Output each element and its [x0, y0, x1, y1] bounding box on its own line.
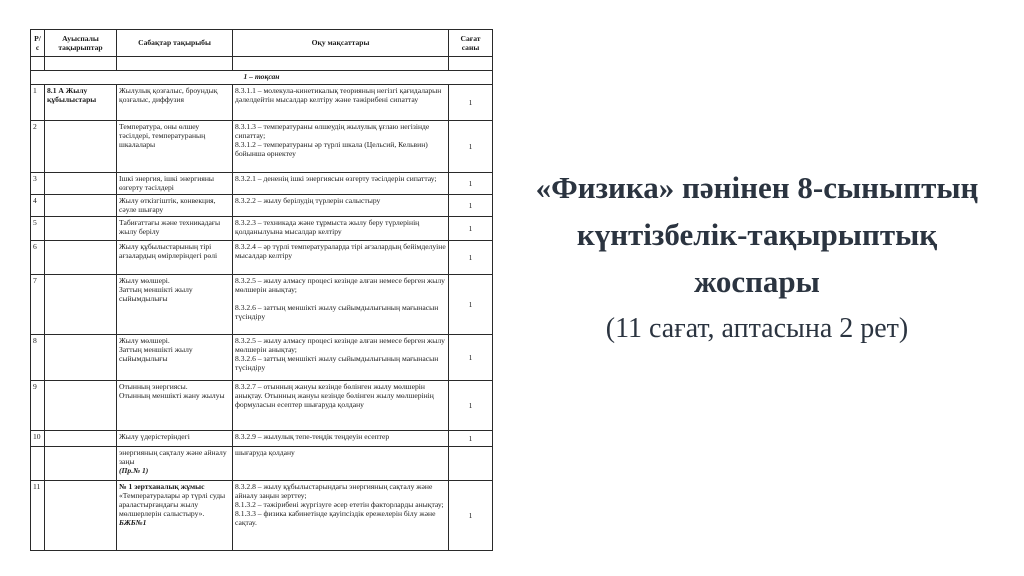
- topic-text: Жылу мөлшері. Заттың меншікті жылу сыйымдылығы: [119, 276, 193, 304]
- topic-text: Отынның энергиясы. Отынның меншікті жану жылуы: [119, 382, 225, 401]
- topic-text: Жылу мөлшері. Заттың меншікті жылу сыйымдылығы: [119, 336, 193, 364]
- learning-goals-cell: 8.3.2.5 – жылу алмасу процесі кезінде алған немесе берген жылу мөлшерін анықтау; 8.3.2.6 – заттың меншікті жылу сыйымдылығының мағынасын түсіндіру: [233, 275, 449, 335]
- topic-cell: [117, 335, 233, 381]
- section-cell: [45, 195, 117, 217]
- topic-cell: [117, 121, 233, 173]
- section-cell: [45, 173, 117, 195]
- learning-goals-cell: 8.3.2.7 – отынның жануы кезінде бөлінген жылу мөлшерін анықтау. Отынның жануы кезінде бөлінген жылу мөлшерінің формуласын есептер шығаруда қолдану: [233, 381, 449, 431]
- table-row: [31, 431, 493, 447]
- section-cell: 8.1 А Жылу құбылыстары: [45, 85, 117, 121]
- row-number-cell: 9: [31, 381, 45, 431]
- hours-cell: 1: [449, 241, 493, 275]
- learning-goals-cell: 8.3.2.8 – жылу құбылыстарындағы энергияның сақталу және айналу заңын зерттеу; 8.1.3.2 – тәжірибені жүргізуге әсер ететін факторларды анықтау; 8.1.3.3 – физика кабинетінде қауіпсіздік ережелерін білу және сақтау.: [233, 481, 449, 551]
- table-row: [31, 335, 493, 381]
- section-cell: [45, 217, 117, 241]
- table-row: [31, 381, 493, 431]
- header-cell: Р/с: [31, 30, 45, 57]
- table-row: [31, 173, 493, 195]
- row-number-cell: 4: [31, 195, 45, 217]
- table-row: [31, 195, 493, 217]
- table-row: [31, 85, 493, 121]
- hours-cell: 1: [449, 217, 493, 241]
- lesson-plan-table: [30, 29, 493, 551]
- hours-cell: 1: [449, 431, 493, 447]
- header-cell: Оқу мақсаттары: [233, 30, 449, 57]
- learning-goals-cell: 8.3.1.1 – молекула-кинетикалық теорияның негізгі қағидаларын дәлелдейтін мысалдар келтіру және тәжірибені сипаттау: [233, 85, 449, 121]
- topic-cell: [117, 217, 233, 241]
- quarter-label: 1 – тоқсан: [31, 71, 493, 85]
- topic-cell: [117, 195, 233, 217]
- topic-cell: [117, 481, 233, 551]
- slide-subtitle: (11 сағат, аптасына 2 рет): [605, 313, 909, 344]
- topic-extra-text: БЖБ№1: [119, 518, 147, 528]
- learning-goals-cell: шығаруда қолдану: [233, 447, 449, 481]
- section-cell: [45, 335, 117, 381]
- hours-cell: 1: [449, 381, 493, 431]
- section-cell: [45, 481, 117, 551]
- learning-goals-cell: 8.3.2.9 – жылулық тепе-теңдік теңдеуін есептер: [233, 431, 449, 447]
- table-row: [31, 275, 493, 335]
- section-cell: [45, 381, 117, 431]
- topic-cell: [117, 275, 233, 335]
- hours-cell: 1: [449, 195, 493, 217]
- table-row: [31, 447, 493, 481]
- topic-text: энергияның сақталу және айналу заңы: [119, 448, 227, 467]
- section-cell: [45, 121, 117, 173]
- topic-text: «Температуралары әр түрлі суды араластырғандағы жылу мөлшерлерін салыстыру».: [119, 491, 226, 519]
- row-number-cell: 5: [31, 217, 45, 241]
- table-row: [31, 121, 493, 173]
- topic-extra-text: (Пр.№ 1): [119, 466, 149, 476]
- slide-title: «Физика» пәнінен 8-сыныптың күнтізбелік-тақырыптық жоспары: [535, 170, 979, 299]
- learning-goals-cell: 8.3.1.3 – температураны өлшеудің жылулық ұғлаю негізінде сипаттау; 8.3.1.2 – температураны әр түрлі шкала (Цельсий, Кельвин) бойынша өрнектеу: [233, 121, 449, 173]
- topic-text: Ішкі энергия, ішкі энергияны өзгерту тәсілдері: [119, 174, 215, 193]
- row-number-cell: 11: [31, 481, 45, 551]
- section-cell: [45, 431, 117, 447]
- header-cell: Сабақтар тақырыбы: [117, 30, 233, 57]
- topic-cell: [117, 431, 233, 447]
- row-number-cell: 6: [31, 241, 45, 275]
- topic-cell: [117, 241, 233, 275]
- table-body: [31, 85, 493, 551]
- topic-cell: [117, 447, 233, 481]
- topic-cell: [117, 85, 233, 121]
- quarter-row: [31, 71, 493, 85]
- hours-cell: 1: [449, 121, 493, 173]
- header-cell: Ауыспалы тақырыптар: [45, 30, 117, 57]
- topic-text: Температура, оны өлшеу тәсілдері, температураның шкалалары: [119, 122, 206, 150]
- header-cell: Сағат саны: [449, 30, 493, 57]
- topic-text: Жылу құбылыстарының тірі ағзалардың өмірлеріндегі рөлі: [119, 242, 218, 261]
- learning-goals-cell: 8.3.2.1 – дененің ішкі энергиясын өзгерту тәсілдерін сипаттау;: [233, 173, 449, 195]
- hours-cell: 1: [449, 335, 493, 381]
- topic-bold-text: № 1 зертханалық жұмыс: [119, 482, 205, 491]
- topic-cell: [117, 381, 233, 431]
- topic-text: Табиғаттағы және техникадағы жылу берілу: [119, 218, 221, 237]
- learning-goals-cell: 8.3.2.3 – техникада және тұрмыста жылу беру түрлерінің қолданылуына мысалдар келтіру: [233, 217, 449, 241]
- row-number-cell: 1: [31, 85, 45, 121]
- table-header-row: [31, 30, 493, 57]
- hours-cell: 1: [449, 275, 493, 335]
- hours-cell: [449, 447, 493, 481]
- learning-goals-cell: 8.3.2.4 – әр түрлі температураларда тірі ағзалардың бейімделуіне мысалдар келтіру: [233, 241, 449, 275]
- row-number-cell: 10: [31, 431, 45, 447]
- section-cell: [45, 241, 117, 275]
- table-row: [31, 241, 493, 275]
- row-number-cell: 3: [31, 173, 45, 195]
- learning-goals-cell: 8.3.2.2 – жылу берілудің түрлерін салыстыру: [233, 195, 449, 217]
- topic-text: Жылу үдерістеріндегі: [119, 432, 190, 441]
- row-number-cell: 8: [31, 335, 45, 381]
- lesson-plan-table-document: [30, 29, 492, 549]
- table-row: [31, 217, 493, 241]
- topic-text: Жылу өткізгіштік, конвекция, сәуле шығару: [119, 196, 216, 215]
- learning-goals-cell: 8.3.2.5 – жылу алмасу процесі кезінде алған немесе берген жылу мөлшерін анықтау; 8.3.2.6 – заттың меншікті жылу сыйымдылығының мағынасын түсіндіру: [233, 335, 449, 381]
- row-number-cell: 2: [31, 121, 45, 173]
- topic-text: Жылулық қозғалыс, броундық қозғалыс, диффузия: [119, 86, 218, 105]
- section-cell: [45, 275, 117, 335]
- row-number-cell: 7: [31, 275, 45, 335]
- row-number-cell: [31, 447, 45, 481]
- spacer-row: [31, 57, 493, 71]
- slide-title-block: [520, 164, 994, 352]
- topic-cell: [117, 173, 233, 195]
- hours-cell: 1: [449, 173, 493, 195]
- hours-cell: 1: [449, 85, 493, 121]
- table-row: [31, 481, 493, 551]
- hours-cell: 1: [449, 481, 493, 551]
- section-cell: [45, 447, 117, 481]
